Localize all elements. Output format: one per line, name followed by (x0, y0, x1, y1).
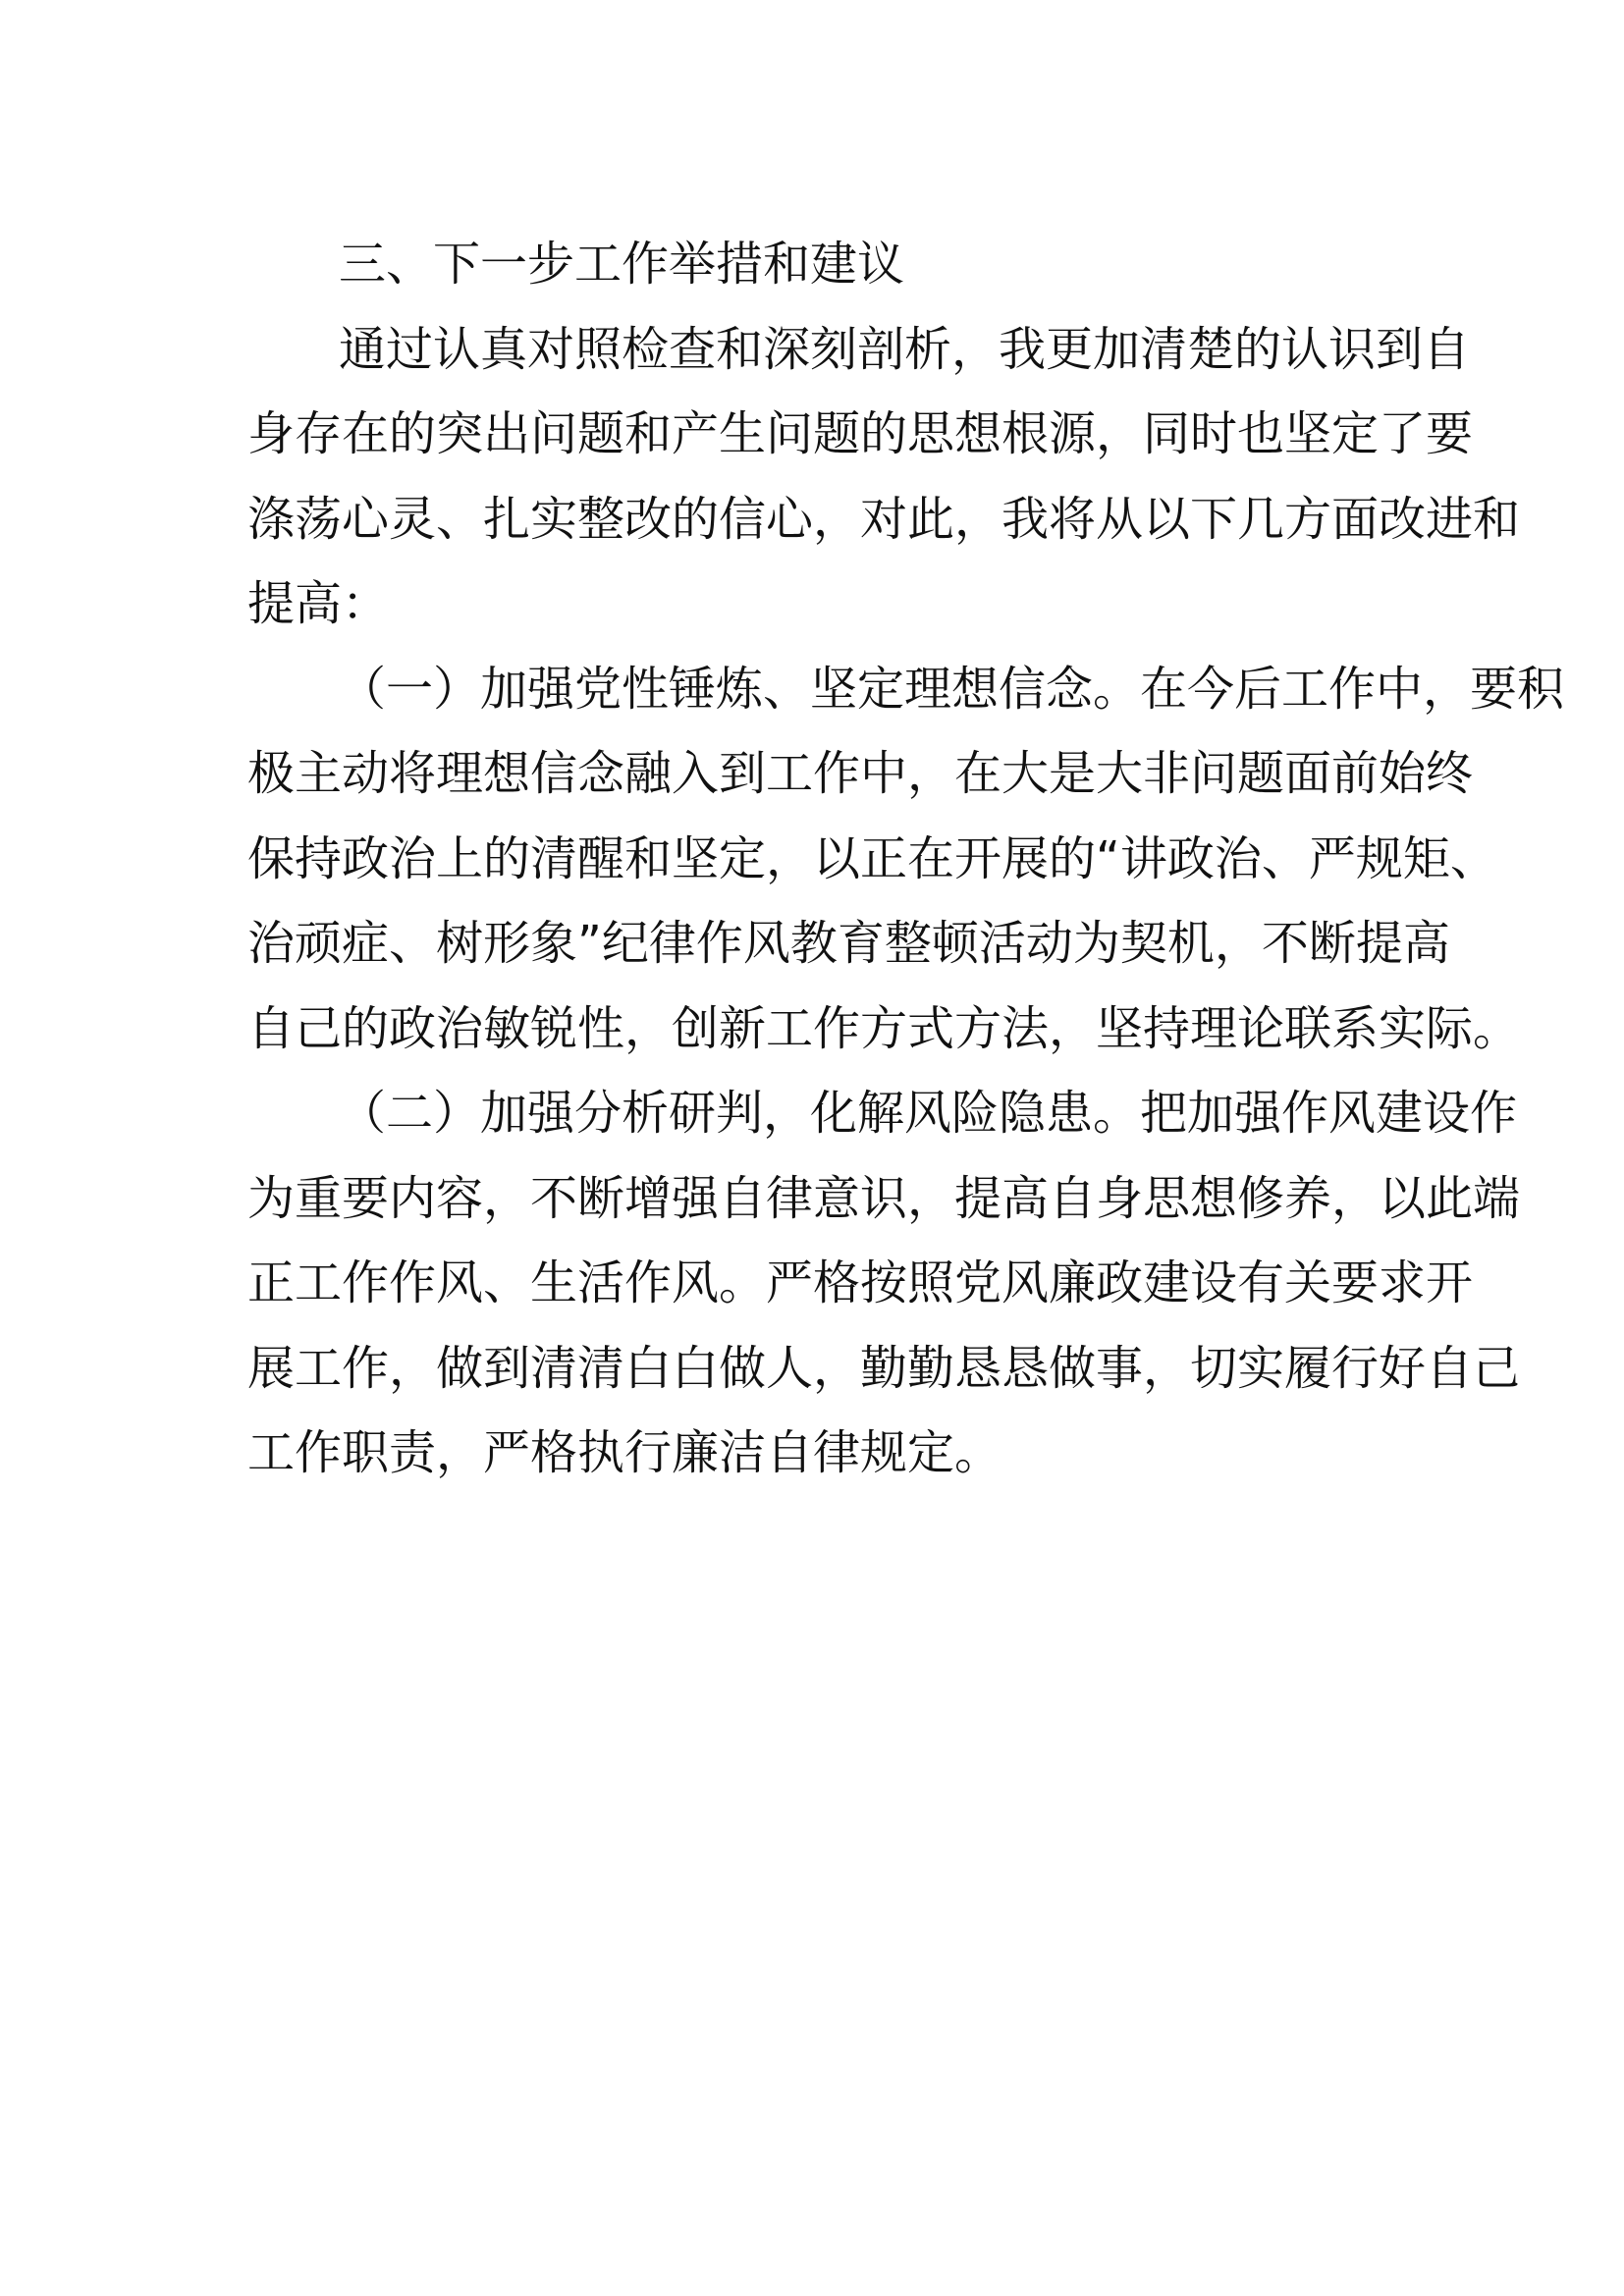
paragraph-line: 身存在的突出问题和产生问题的思想根源，同时也坚定了要 (247, 406, 1474, 461)
paragraph-line: （二）加强分析研判，化解风险隐患。把加强作风建设作 (339, 1086, 1518, 1141)
section-heading: 三、下一步工作举措和建议 (339, 237, 905, 292)
paragraph-line: （一）加强党性锤炼、坚定理想信念。在今后工作中，要积 (339, 661, 1565, 717)
paragraph-line: 治顽症、树形象”纪律作风教育整顿活动为契机，不断提高 (247, 916, 1450, 971)
paragraph-line: 保持政治上的清醒和坚定，以正在开展的“讲政治、严规矩、 (247, 830, 1497, 886)
paragraph-line: 涤荡心灵、扎实整改的信心，对此，我将从以下几方面改进和 (247, 491, 1521, 547)
paragraph-item-one (247, 647, 1565, 1072)
document-body (247, 222, 1565, 1496)
paragraph-line: 正工作作风、生活作风。严格按照党风廉政建设有关要求开 (247, 1255, 1474, 1310)
paragraph-line: 工作职责，严格执行廉洁自律规定。 (247, 1425, 1002, 1480)
paragraph-line: 通过认真对照检查和深刻剖析，我更加清楚的认识到自 (339, 321, 1471, 377)
paragraph-line: 展工作，做到清清白白做人，勤勤恳恳做事，切实履行好自己 (247, 1340, 1521, 1396)
paragraph-intro (247, 307, 1521, 647)
paragraph-line: 极主动将理想信念融入到工作中，在大是大非问题面前始终 (247, 746, 1474, 801)
paragraph-line: 提高： (247, 576, 390, 631)
paragraph-line: 为重要内容，不断增强自律意识，提高自身思想修养，以此端 (247, 1170, 1521, 1226)
paragraph-line: 自己的政治敏锐性，创新工作方式方法，坚持理论联系实际。 (247, 1000, 1521, 1056)
paragraph-item-two (247, 1071, 1521, 1496)
